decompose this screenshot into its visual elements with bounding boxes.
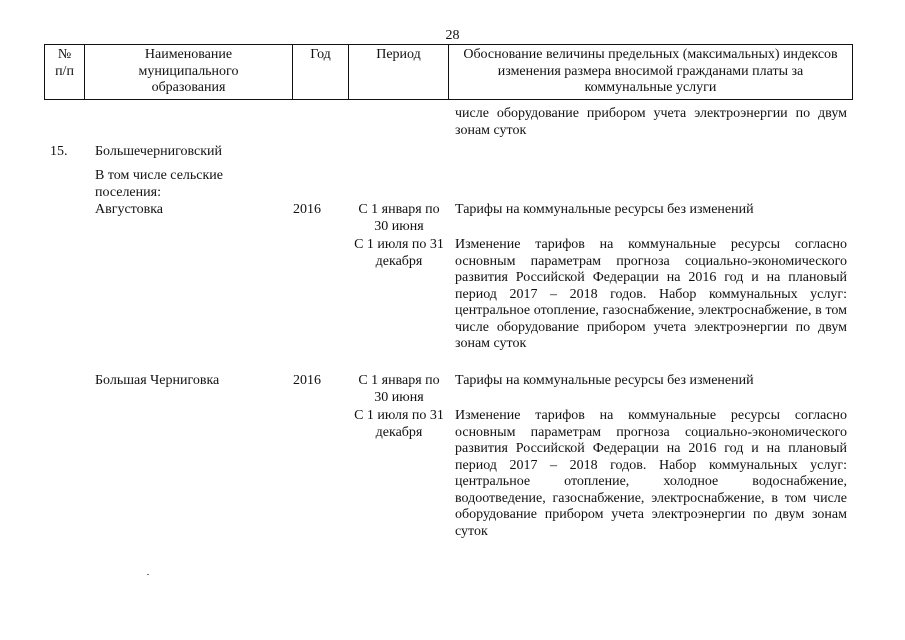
district-name: Большечерниговский <box>95 144 223 159</box>
header-period: Период <box>349 45 449 100</box>
settlement-name: Августовка <box>95 202 164 217</box>
header-name: Наименование муниципального образования <box>85 45 293 100</box>
table-header <box>44 44 853 100</box>
period-first-half: С 1 января по 30 июня <box>358 373 440 405</box>
settlement-year: 2016 <box>293 202 321 217</box>
basis-first-half: Тарифы на коммунальные ресурсы без изменений <box>455 373 754 388</box>
entry-number: 15. <box>50 144 68 159</box>
settlement-year: 2016 <box>293 373 321 388</box>
basis-second-half: Изменение тарифов на коммунальные ресурсы согласно основным параметрам прогноза социально-экономического развития Российской Федерации на 2016 год и на плановый период 2017 – 2018 годов. Набор коммунальных услуг: центральное отопление, газоснабжение, электроснабжение, в том числе оборудование прибором учета электроэнергии по двум зонам суток <box>455 237 847 351</box>
carryover-text: числе оборудование прибором учета электроэнергии по двум зонам суток <box>455 106 847 138</box>
period-second-half: С 1 июля по 31 декабря <box>354 408 444 440</box>
header-number: № п/п <box>45 45 85 100</box>
header-year: Год <box>293 45 349 100</box>
period-second-half: С 1 июля по 31 декабря <box>354 237 444 269</box>
header-row <box>45 45 853 100</box>
period-first-half: С 1 января по 30 июня <box>358 202 440 234</box>
page-number: 28 <box>445 28 460 43</box>
scan-speck <box>147 574 149 575</box>
settlement-name: Большая Черниговка <box>95 373 220 388</box>
header-basis: Обоснование величины предельных (максимальных) индексов изменения размера вносимой гражданами платы за коммунальные услуги <box>449 45 853 100</box>
basis-second-half: Изменение тарифов на коммунальные ресурсы согласно основным параметрам прогноза социально-экономического развития Российской Федерации на 2016 год и на плановый период 2017 – 2018 годов. Набор коммунальных услуг: центральное отопление, холодное водоснабжение, водоотведение, газоснабжение, электроснабжение, в том числе оборудование прибором учета электроэнергии по двум зонам суток <box>455 408 847 539</box>
subheading: В том числе сельские поселения: <box>95 168 224 200</box>
basis-first-half: Тарифы на коммунальные ресурсы без изменений <box>455 202 754 217</box>
